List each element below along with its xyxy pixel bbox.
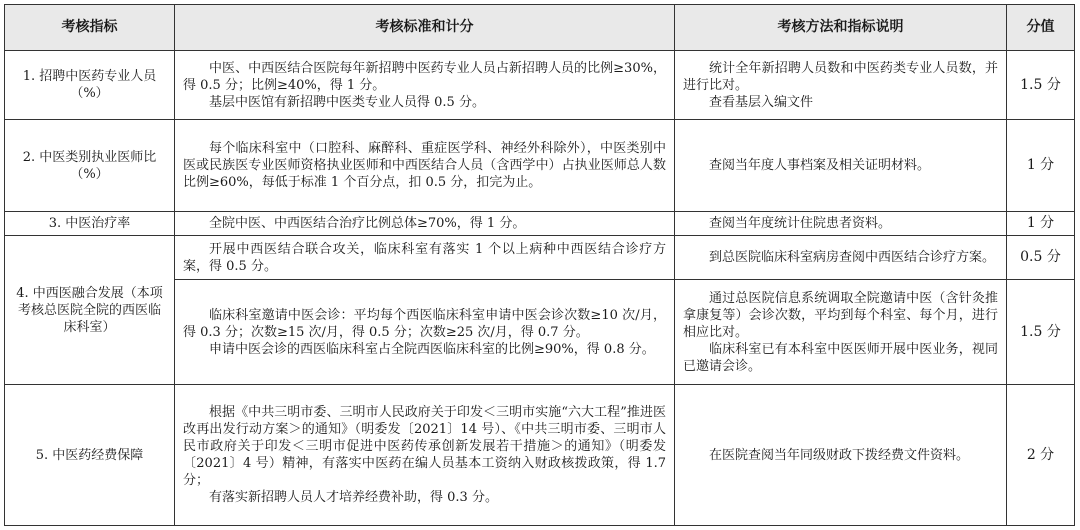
- method-cell: [675, 212, 1007, 236]
- method-text: 查看基层入编文件: [709, 94, 814, 110]
- method-cell: [675, 280, 1007, 385]
- standard-text: 全院中医、中西医结合治疗比例总体≥70%，得 1 分。: [209, 216, 526, 231]
- method-text: 到总医院临床科室病房查阅中西医结合诊疗方案。: [709, 250, 996, 265]
- standard-text: 基层中医馆有新招聘中医类专业人员得 0.5 分。: [209, 94, 485, 110]
- table-row: [5, 212, 1075, 236]
- method-text: 临床科室已有本科室中医医师开展中医业务，视同已邀请会诊。: [683, 341, 998, 374]
- method-text: 在医院查阅当年同级财政下拨经费文件资料。: [709, 447, 970, 463]
- table-row: [5, 236, 1075, 280]
- standard-text: 开展中西医结合联合攻关，临床科室有落实 1 个以上病种中西医结合诊疗方案，得 0.5 分。: [183, 241, 666, 274]
- indicator-cell: 5. 中医药经费保障: [5, 385, 175, 526]
- table-row: [5, 120, 1075, 212]
- header-row: [5, 5, 1075, 51]
- standard-text: 根据《中共三明市委、三明市人民政府关于印发＜三明市实施“六大工程”推进医改再出发行动方案＞的通知》（明委发〔2021〕14 号）、《中共三明市委、三明市人民市政府关于印发＜三明市促进中医药传承创新发展若干措施＞的通知》（明委发〔2021〕4 号）精神，有落实中医药在编人员基本工资纳入财政核拨政策，得 1.7 分；: [183, 405, 666, 488]
- standard-text: 有落实新招聘人员人才培养经费补助，得 0.3 分。: [209, 490, 498, 505]
- indicator-cell: 2. 中医类别执业医师比（%）: [5, 120, 175, 212]
- standard-cell: [175, 280, 675, 385]
- table-row: [5, 385, 1075, 526]
- header-standard: 考核标准和计分: [175, 5, 675, 51]
- standard-text: 中医、中西医结合医院每年新招聘中医药专业人员占新招聘人员的比例≥30%，得 0.5 分；比例≥40%，得 1 分。: [183, 60, 666, 93]
- method-text: 通过总医院信息系统调取全院邀请中医（含针灸推拿康复等）会诊次数，平均到每个科室、每个月，进行相应比对。: [683, 290, 998, 340]
- score-cell: 1 分: [1007, 212, 1075, 236]
- table-row: [5, 51, 1075, 120]
- header-indicator: 考核指标: [5, 5, 175, 51]
- header-score: 分值: [1007, 5, 1075, 51]
- method-cell: [675, 51, 1007, 120]
- assessment-table: [4, 4, 1075, 526]
- standard-text: 临床科室邀请中医会诊：平均每个西医临床科室申请中医会诊次数≥10 次/月，得 0.3 分；次数≥15 次/月，得 0.5 分；次数≥25 次/月，得 0.7 分。: [183, 307, 666, 340]
- score-cell: 1.5 分: [1007, 280, 1075, 385]
- standard-cell: [175, 120, 675, 212]
- method-cell: [675, 236, 1007, 280]
- standard-cell: [175, 385, 675, 526]
- method-text: 统计全年新招聘人员数和中医药类专业人员数，并进行比对。: [683, 60, 998, 93]
- standard-text: 申请中医会诊的西医临床科室占全院西医临床科室的比例≥90%，得 0.8 分。: [209, 341, 655, 357]
- method-text: 查阅当年度统计住院患者资料。: [709, 216, 892, 231]
- method-cell: [675, 120, 1007, 212]
- standard-cell: [175, 51, 675, 120]
- indicator-cell: 3. 中医治疗率: [5, 212, 175, 236]
- score-cell: 1.5 分: [1007, 51, 1075, 120]
- method-text: 查阅当年度人事档案及相关证明材料。: [709, 158, 931, 173]
- score-cell: 2 分: [1007, 385, 1075, 526]
- indicator-cell: 4. 中西医融合发展（本项考核总医院全院的西医临床科室）: [5, 236, 175, 385]
- method-cell: [675, 385, 1007, 526]
- standard-cell: [175, 212, 675, 236]
- header-method: 考核方法和指标说明: [675, 5, 1007, 51]
- standard-text: 每个临床科室中（口腔科、麻醉科、重症医学科、神经外科除外），中医类别中医或民族医专业医师资格执业医师和中西医结合人员（含西学中）占执业医师总人数比例≥60%，每低于标准 1 个百分点，扣 0.5 分，扣完为止。: [183, 141, 666, 190]
- score-cell: 1 分: [1007, 120, 1075, 212]
- indicator-cell: 1. 招聘中医药专业人员（%）: [5, 51, 175, 120]
- score-cell: 0.5 分: [1007, 236, 1075, 280]
- standard-cell: [175, 236, 675, 280]
